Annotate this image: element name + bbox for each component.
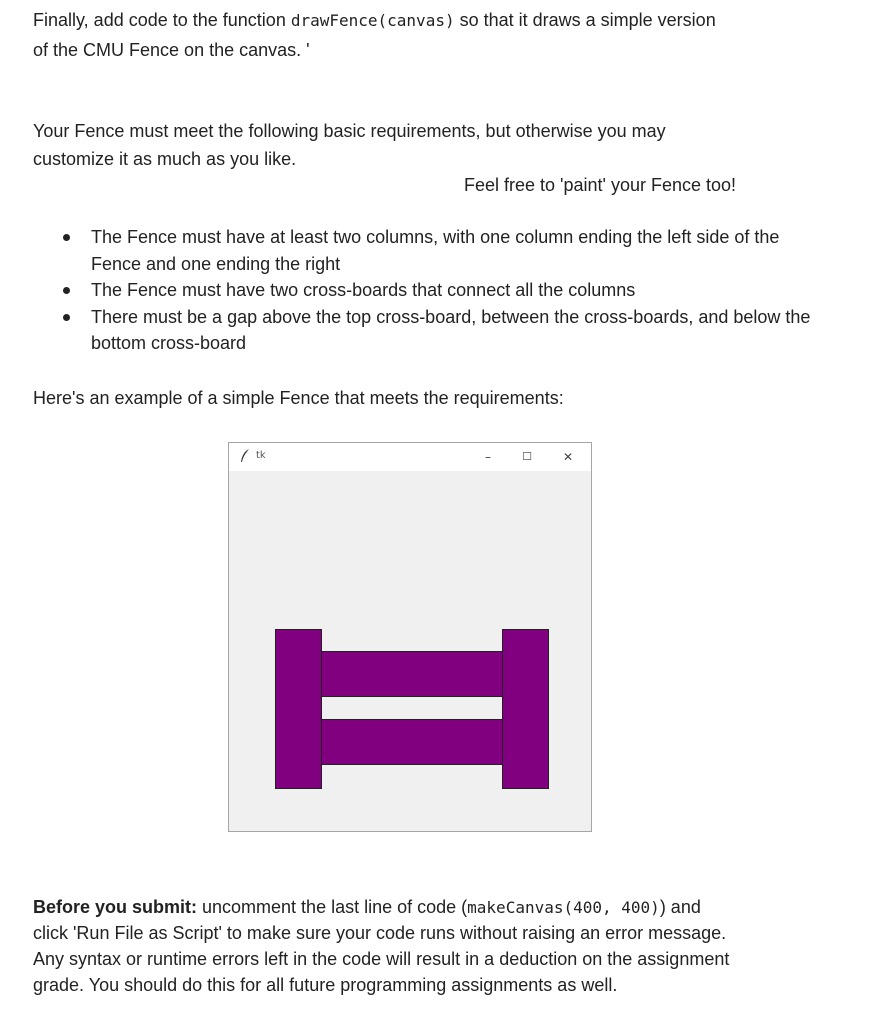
intro-text-after: so that it draws a simple version — [454, 10, 716, 30]
bullet-icon — [63, 234, 70, 241]
submit-line-3: Any syntax or runtime errors left in the code will result in a deduction on the assignment — [33, 949, 730, 969]
submit-text-before: uncomment the last line of code ( — [197, 897, 468, 917]
make-canvas-code: makeCanvas(400, 400) — [467, 898, 660, 917]
requirements-intro-line-1: Your Fence must meet the following basic requirements, but otherwise you may — [33, 121, 666, 141]
bullet-icon — [63, 287, 70, 294]
intro-line-2: of the CMU Fence on the canvas. ' — [33, 40, 310, 60]
fence-column-left — [275, 629, 322, 789]
example-caption: Here's an example of a simple Fence that meets the requirements: — [33, 388, 564, 408]
requirement-text: There must be a gap above the top cross-board, between the cross-boards, and below the bottom cross-board — [91, 306, 811, 353]
feather-icon — [240, 449, 250, 463]
fence-column-right — [502, 629, 549, 789]
submit-line-1 — [33, 894, 701, 921]
intro-line-1 — [33, 7, 716, 34]
bullet-icon — [63, 314, 70, 321]
maximize-button[interactable]: ☐ — [522, 450, 532, 463]
draw-fence-code: drawFence(canvas) — [290, 11, 455, 30]
tk-window-title: tk — [256, 450, 266, 461]
tk-canvas — [229, 471, 591, 831]
fence-crossboard-top — [321, 651, 503, 697]
requirement-text: The Fence must have at least two columns, with one column ending the left side of the Fence and one ending the right — [91, 227, 780, 274]
requirements-list — [33, 224, 813, 357]
requirement-item — [33, 304, 813, 357]
close-button[interactable]: ✕ — [562, 450, 574, 464]
intro-text-before: Finally, add code to the function — [33, 10, 291, 30]
tk-title-bar[interactable] — [229, 443, 591, 471]
minimize-button[interactable]: – — [485, 450, 491, 464]
submit-text-after: ) and — [659, 897, 701, 917]
requirements-intro-line-2: customize it as much as you like. — [33, 149, 297, 169]
submit-line-2: click 'Run File as Script' to make sure your code runs without raising an error message. — [33, 923, 727, 943]
requirement-item — [33, 224, 813, 277]
submit-bold-label: Before you submit: — [33, 897, 198, 917]
paint-note: Feel free to 'paint' your Fence too! — [464, 175, 737, 195]
requirement-text: The Fence must have two cross-boards that connect all the columns — [91, 280, 636, 300]
tk-window — [228, 442, 592, 832]
submit-line-4: grade. You should do this for all future programming assignments as well. — [33, 975, 618, 995]
fence-crossboard-bottom — [321, 719, 503, 765]
requirement-item — [33, 277, 813, 304]
